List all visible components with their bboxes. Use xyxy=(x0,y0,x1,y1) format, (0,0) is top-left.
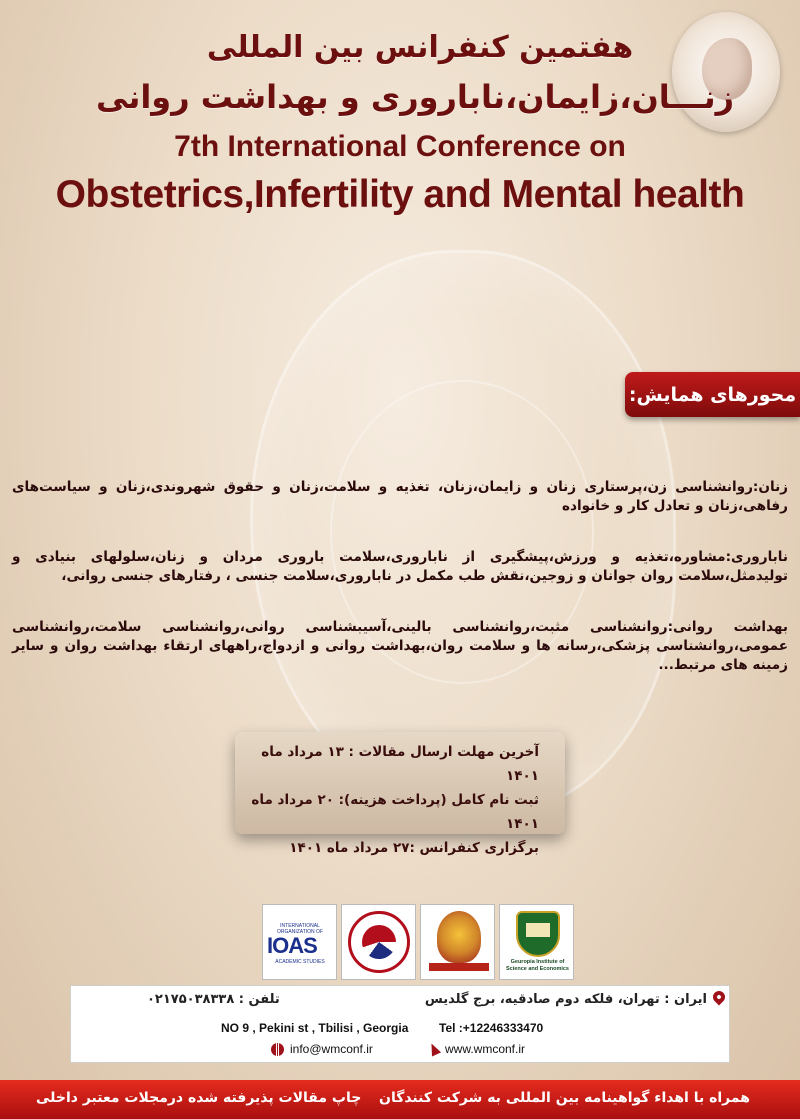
website-row[interactable] xyxy=(429,1042,525,1056)
globe-icon xyxy=(271,1043,284,1056)
title-english-line1: 7th International Conference on xyxy=(174,130,626,163)
contact-box xyxy=(70,985,730,1063)
ioas-logo-bottom-text: ACADEMIC STUDIES xyxy=(275,959,325,965)
footer-certificate-text: همراه با اهداء گواهینامه بین المللی به شرکت کنندگان xyxy=(379,1090,750,1106)
ioas-logo[interactable] xyxy=(262,904,337,980)
title-english-line2: Obstetrics,Infertility and Mental health xyxy=(55,173,745,216)
submission-deadline: آخرین مهلت ارسال مقالات : ۱۳ مرداد ماه ۱۴۰۱ xyxy=(261,744,539,784)
topics-list xyxy=(12,478,788,707)
email-row[interactable] xyxy=(271,1042,373,1056)
ug-swirl-icon xyxy=(362,925,396,959)
topic-mental-health: بهداشت روانی:روانشناسی مثبت،روانشناسی بالینی،آسیبشناسی روانی،روانشناسی سلامت،روانشناسی عمومی،روانشناسی پزشکی،رسانه ها و سلامت روان،بهداشت روانی و ازدواج،راههای ارتقاء بهداشت روان و سایر زمینه های مرتبط... xyxy=(12,619,788,673)
title-persian-line2: زنـــان،زایمان،ناباروری و بهداشت روانی xyxy=(95,78,735,116)
gu-ribbon-icon xyxy=(429,963,489,971)
axes-heading-badge xyxy=(625,372,800,417)
location-pin-icon xyxy=(711,989,728,1006)
conference-date: برگزاری کنفرانس :۲۷ مرداد ماه ۱۴۰۱ xyxy=(289,840,539,856)
geuropia-caption: Geuropia Institute of Science and Economics xyxy=(506,959,569,972)
website-link[interactable]: www.wmconf.ir xyxy=(445,1042,526,1056)
geuropia-institute-logo[interactable] xyxy=(499,904,574,980)
important-dates-box xyxy=(235,732,565,856)
cursor-icon xyxy=(427,1041,441,1056)
georgian-university-logo[interactable] xyxy=(420,904,495,980)
phone-english: Tel :+12246333470 xyxy=(439,1021,544,1035)
registration-date: ثبت نام کامل (پرداخت هزینه): ۲۰ مرداد ماه ۱۴۰۱ xyxy=(251,792,539,832)
phone-persian: تلفن : ۰۲۱۷۵۰۳۸۳۳۸ xyxy=(147,992,280,1007)
email-link[interactable]: info@wmconf.ir xyxy=(290,1042,373,1056)
axes-heading: محورهای همایش: xyxy=(628,383,797,406)
title-persian-line1: هفتمین کنفرانس بین المللی xyxy=(206,30,634,65)
address-persian: ایران : تهران، فلکه دوم صادقیه، برج گلدیس xyxy=(424,992,707,1007)
sponsor-logos xyxy=(262,904,574,980)
topic-women: زنان:روانشناسی زن،پرستاری زنان و زایمان،زنان، تغذیه و سلامت،زنان و حقوق شهروندی،زنان و سیاست‌های رفاهی،زنان و تعادل کار و خانواده xyxy=(12,479,788,514)
address-english: NO 9 , Pekini st , Tbilisi , Georgia xyxy=(221,1021,409,1035)
university-of-georgia-logo[interactable] xyxy=(341,904,416,980)
book-icon xyxy=(526,923,550,937)
ioas-logo-text: IOAS xyxy=(267,933,317,958)
topic-infertility: ناباروری:مشاوره،تغذیه و ورزش،پیشگیری از ناباروری،سلامت باروری مردان و زنان،سلولهای بنیادی و تولیدمثل،سلامت روان جوانان و زوجین،نقش طب مکمل در ناباروری،سلامت جنسی ، رفتارهای جنسی روانی، xyxy=(12,549,788,584)
gu-emblem-icon xyxy=(437,911,481,963)
footer-publication-text: چاپ مقالات پذیرفته شده درمجلات معتبر داخلی xyxy=(36,1090,362,1106)
ioas-logo-top-text: INTERNATIONAL ORGANIZATION OF xyxy=(276,923,324,935)
footer-banner xyxy=(0,1080,800,1119)
